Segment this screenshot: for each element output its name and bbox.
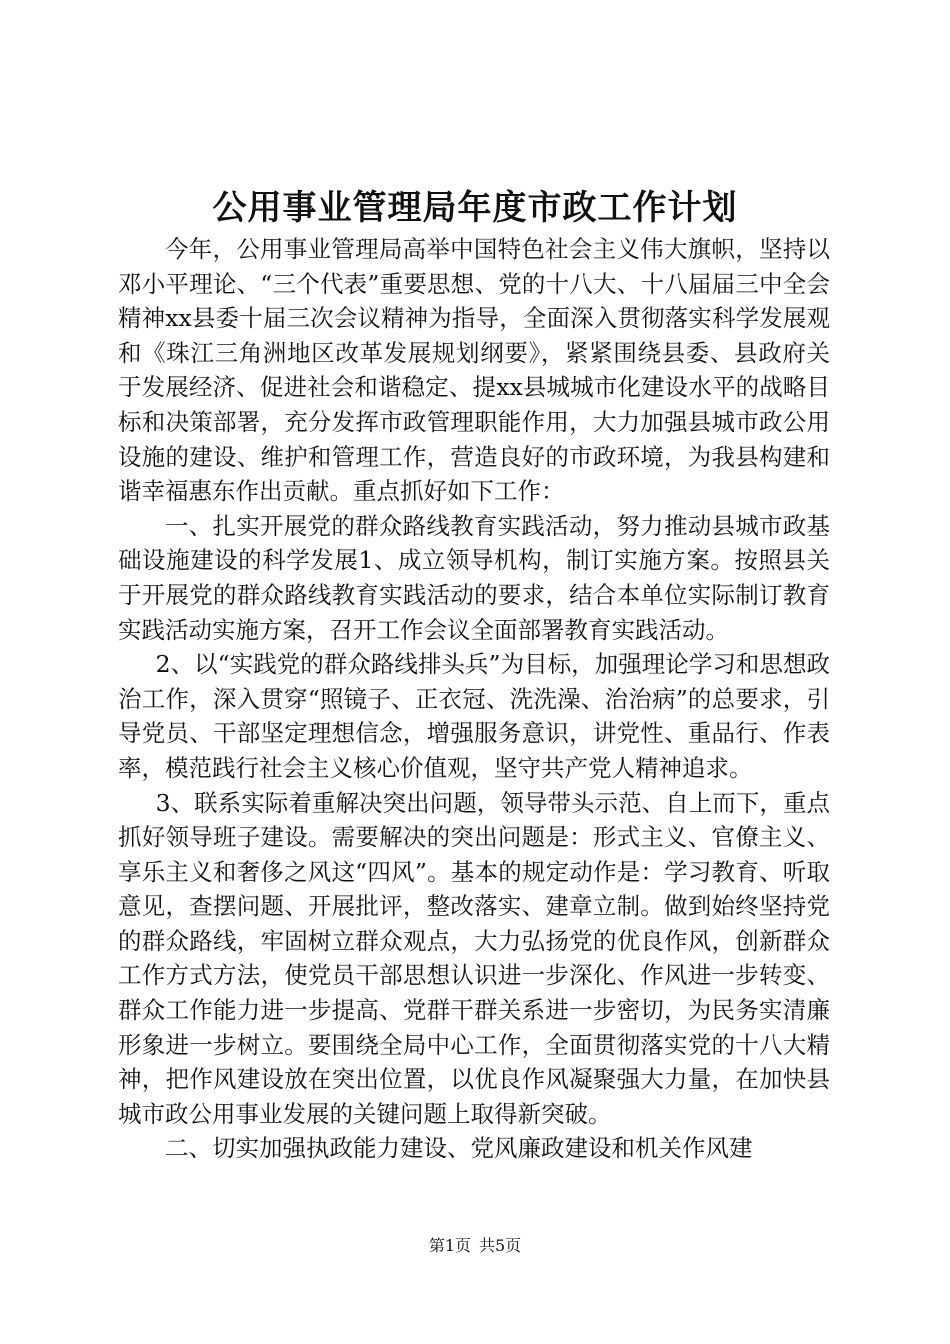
paragraph-section-2: 二、切实加强执政能力建设、党风廉政建设和机关作风建 xyxy=(165,1134,753,1163)
document-title: 公用事业管理局年度市政工作计划 xyxy=(212,188,738,228)
document-body xyxy=(118,232,830,1166)
page-number: 第1页 xyxy=(428,1236,471,1255)
paragraph-intro: 今年，公用事业管理局高举中国特色社会主义伟大旗帜，坚持以邓小平理论、“三个代表”重要思想、党的十八大、十八届届三中全会精神xx县委十届三次会议精神为指导，全面深入贯彻落实科学发展观和《珠江三角洲地区改革发展规划纲要》，紧紧围绕县委、县政府关于发展经济、促进社会和谐稳定、提xx县城城市化建设水平的战略目标和决策部署，充分发挥市政管理职能作用，大力加强县城市政公用设施的建设、维护和管理工作，营造良好的市政环境，为我县构建和谐幸福惠东作出贡献。重点抓好如下工作： xyxy=(118,235,830,506)
paragraph-section-1: 一、扎实开展党的群众路线教育实践活动，努力推动县城市政基础设施建设的科学发展1、成立领导机构，制订实施方案。按照县关于开展党的群众路线教育实践活动的要求，结合本单位实际制订教育实践活动实施方案，召开工作会议全面部署教育实践活动。 xyxy=(118,511,830,644)
paragraph-item-3: 3、联系实际着重解决突出问题，领导带头示范、自上而下，重点抓好领导班子建设。需要解决的突出问题是：形式主义、官僚主义、享乐主义和奢侈之风这“四风”。基本的规定动作是：学习教育、听取意见，查摆问题、开展批评，整改落实、建章立制。做到始终坚持党的群众路线，牢固树立群众观点，大力弘扬党的优良作风，创新群众工作方式方法，使党员干部思想认识进一步深化、作风进一步转变、群众工作能力进一步提高、党群干群关系进一步密切，为民务实清廉形象进一步树立。要围绕全局中心工作，全面贯彻落实党的十八大精神，把作风建设放在突出位置，以优良作风凝聚强大力量，在加快县城市政公用事业发展的关键问题上取得新突破。 xyxy=(118,788,830,1128)
page-footer xyxy=(0,1236,950,1256)
page-total: 共5页 xyxy=(479,1236,522,1255)
paragraph-item-2: 2、以“实践党的群众路线排头兵”为目标，加强理论学习和思想政治工作，深入贯穿“照镜子、正衣冠、洗洗澡、治治病”的总要求，引导党员、干部坚定理想信念，增强服务意识，讲党性、重品行、作表率，模范践行社会主义核心价值观，坚守共产党人精神追求。 xyxy=(118,650,830,782)
